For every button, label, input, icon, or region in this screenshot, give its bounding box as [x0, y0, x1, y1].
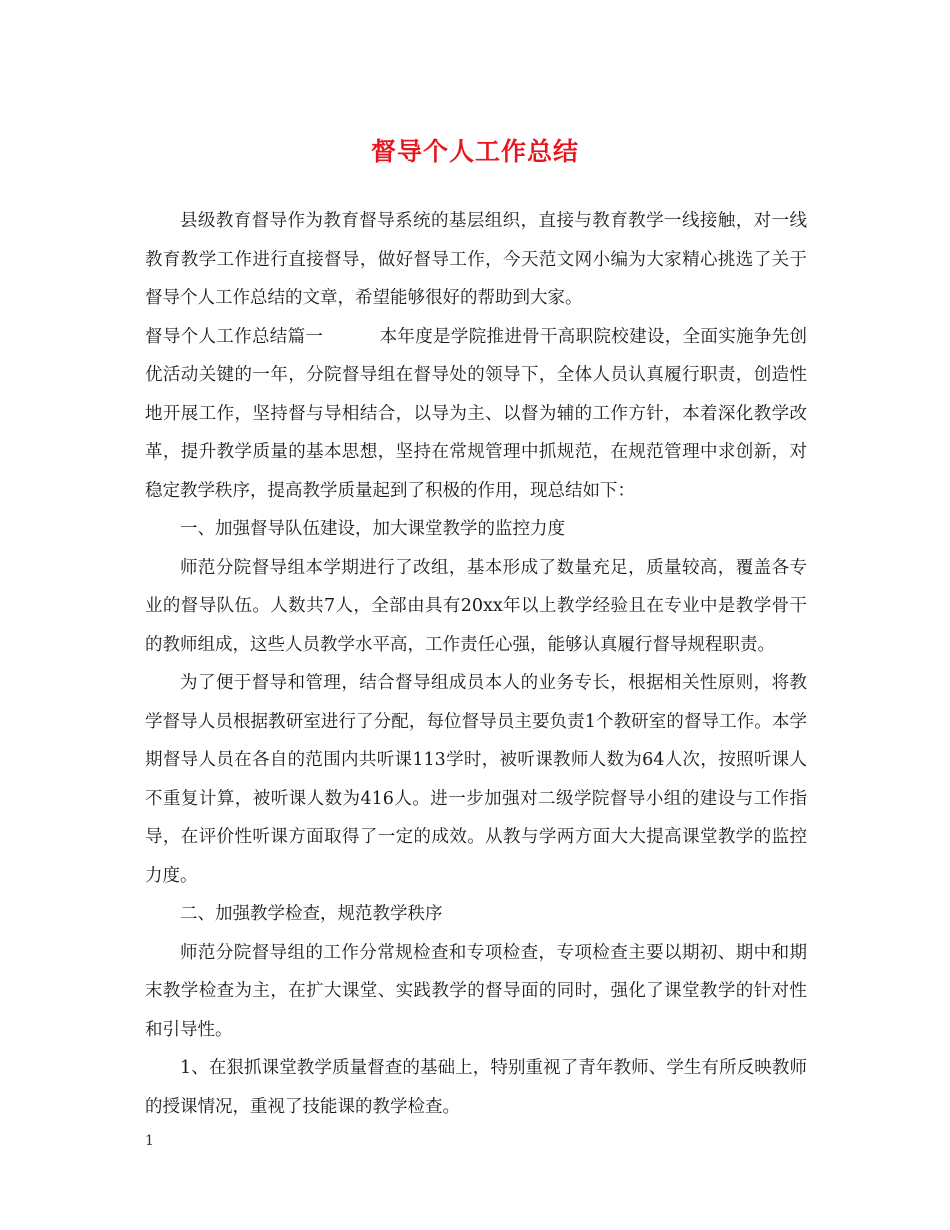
- intro-paragraph: 县级教育督导作为教育督导系统的基层组织，直接与教育教学一线接触，对一线教育教学工作进行直接督导，做好督导工作，今天范文网小编为大家精心挑选了关于督导个人工作总结的文章，希望能够很好的帮助到大家。: [145, 211, 807, 308]
- paragraph-inspection: 师范分院督导组的工作分常规检查和专项检查，专项检查主要以期初、期中和期末教学检查为主，在扩大课堂、实践教学的督导面的同时，强化了课堂教学的针对性和引导性。: [145, 942, 807, 1040]
- paragraph-assignment: 为了便于督导和管理，结合督导组成员本人的业务专长，根据相关性原则，将教学督导人员根据教研室进行了分配，每位督导员主要负责1个教研室的督导工作。本学期督导人员在各自的范围内共听课113学时，被听课教师人数为64人次，按照听课人不重复计算，被听课人数为416人。进一步加强对二级学院督导小组的建设与工作指导，在评价性听课方面取得了一定的成效。从教与学两方面大大提高课堂教学的监控力度。: [145, 673, 807, 886]
- document-body: [145, 202, 807, 1126]
- section-heading-1: 一、加强督导队伍建设，加大课堂教学的监控力度: [180, 519, 565, 539]
- paragraph-item-1: 1、在狠抓课堂教学质量督查的基础上，特别重视了青年教师、学生有所反映教师的授课情况，重视了技能课的教学检查。: [145, 1058, 807, 1117]
- part-label: 督导个人工作总结篇一: [145, 326, 324, 347]
- document-title: 督导个人工作总结: [370, 137, 579, 166]
- part-text: 本年度是学院推进骨干高职院校建设，全面实施争先创优活动关键的一年，分院督导组在督导处的领导下，全体人员认真履行职责，创造性地开展工作，坚持督与导相结合，以导为主、以督为辅的工作方针，本着深化教学改革，提升教学质量的基本思想，坚持在常规管理中抓规范，在规范管理中求创新，对稳定教学秩序，提高教学质量起到了积极的作用，现总结如下：: [145, 326, 808, 501]
- part-one-paragraph: [145, 318, 807, 511]
- paragraph-team: 师范分院督导组本学期进行了改组，基本形成了数量充足，质量较高，覆盖各专业的督导队伍。人数共7人，全部由具有20xx年以上教学经验且在专业中是教学骨干的教师组成，这些人员教学水平高，工作责任心强，能够认真履行督导规程职责。: [145, 557, 807, 655]
- section-heading-2: 二、加强教学检查，规范教学秩序: [180, 904, 443, 924]
- page-number: 1: [145, 1133, 154, 1149]
